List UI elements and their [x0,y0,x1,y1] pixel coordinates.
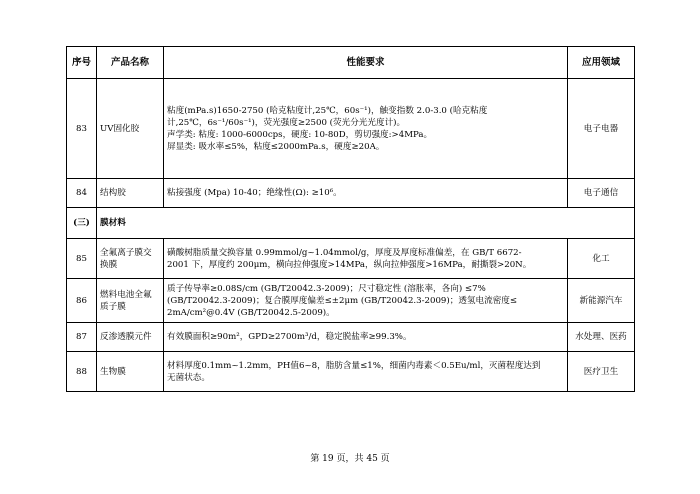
application-field: 医疗卫生 [568,352,635,392]
requirement-line: (GB/T20042.3-2009)；复合膜厚度偏差≤±2μm (GB/T20042.3-2009)；透氢电流密度≤ [167,295,518,306]
requirement-line: 声学类: 粘度: 1000-6000cps，硬度: 10-80D，剪切强度:>4MPa。 [167,129,433,140]
table-row [67,179,635,208]
product-name: 全氟离子膜交换膜 [97,239,164,279]
row-number: 84 [67,179,97,208]
requirement-line: 磺酸树脂质量交换容量 0.99mmol/g~1.04mmol/g，厚度及厚度标准偏差，在 GB/T 6672- [167,247,522,258]
row-number: 85 [67,239,97,279]
performance-requirements [164,352,568,392]
requirement-line: 质子传导率≥0.08S/cm (GB/T20042.3-2009)；尺寸稳定性 (溶胀率，各向) ≤7% [167,283,486,294]
requirement-line: 屏显类: 吸水率≤5%，粘度≤2000mPa.s，硬度≥20A。 [167,141,385,152]
product-name: 反渗透膜元件 [97,323,164,352]
table-body-a [67,79,635,208]
table-row [67,352,635,392]
section-title: 膜材料 [97,208,635,239]
product-spec-table [66,46,635,392]
application-field: 水处理、医药 [568,323,635,352]
application-field: 电子电器 [568,79,635,179]
requirement-line: 材料厚度0.1mm~1.2mm，PH值6~8，脂肪含量≤1%，细菌内毒素＜0.5Eu/ml，灭菌程度达到 [167,360,541,371]
product-name: 结构胶 [97,179,164,208]
table-body-b [67,239,635,392]
requirement-line: 粘度(mPa.s)1650-2750 (哈克粘度计,25℃，60s⁻¹)，触变指数 2.0-3.0 (哈克粘度 [167,105,488,116]
table-header-row [67,47,635,79]
row-number: 86 [67,279,97,323]
header-requirements: 性能要求 [164,47,568,79]
header-product-name: 产品名称 [97,47,164,79]
table-row [67,323,635,352]
requirement-line: 2mA/cm²@0.4V (GB/T20042.5-2009)。 [167,307,335,318]
performance-requirements [164,279,568,323]
product-name: 燃料电池全氟质子膜 [97,279,164,323]
row-number: 87 [67,323,97,352]
application-field: 电子通信 [568,179,635,208]
row-number: 88 [67,352,97,392]
page-number-footer: 第 19 页，共 45 页 [310,454,390,464]
table-row [67,279,635,323]
product-name: UV固化胶 [97,79,164,179]
header-no: 序号 [67,47,97,79]
product-name: 生物膜 [97,352,164,392]
table-row [67,239,635,279]
header-application-field: 应用领域 [568,47,635,79]
table-row [67,79,635,179]
requirement-line: 粘接强度 (Mpa) 10-40；绝缘性(Ω): ≥10⁶。 [167,188,342,198]
requirement-line: 有效膜面积≥90m²，GPD≥2700m³/d，稳定脱盐率≥99.3%。 [167,332,412,342]
requirement-line: 2001 下，厚度约 200μm，横向拉伸强度>14MPa，纵向拉伸强度>16MPa，耐撕裂>20N。 [167,259,532,270]
section-row-membrane-materials [67,208,635,239]
performance-requirements [164,179,568,208]
performance-requirements [164,239,568,279]
application-field: 化工 [568,239,635,279]
performance-requirements [164,79,568,179]
requirement-line: 无菌状态。 [167,372,210,383]
section-number: (三) [67,208,97,239]
application-field: 新能源汽车 [568,279,635,323]
row-number: 83 [67,79,97,179]
requirement-line: 计,25℃，6s⁻¹/60s⁻¹)，荧光强度≥2500 (荧光分光光度计)。 [167,117,406,128]
performance-requirements [164,323,568,352]
